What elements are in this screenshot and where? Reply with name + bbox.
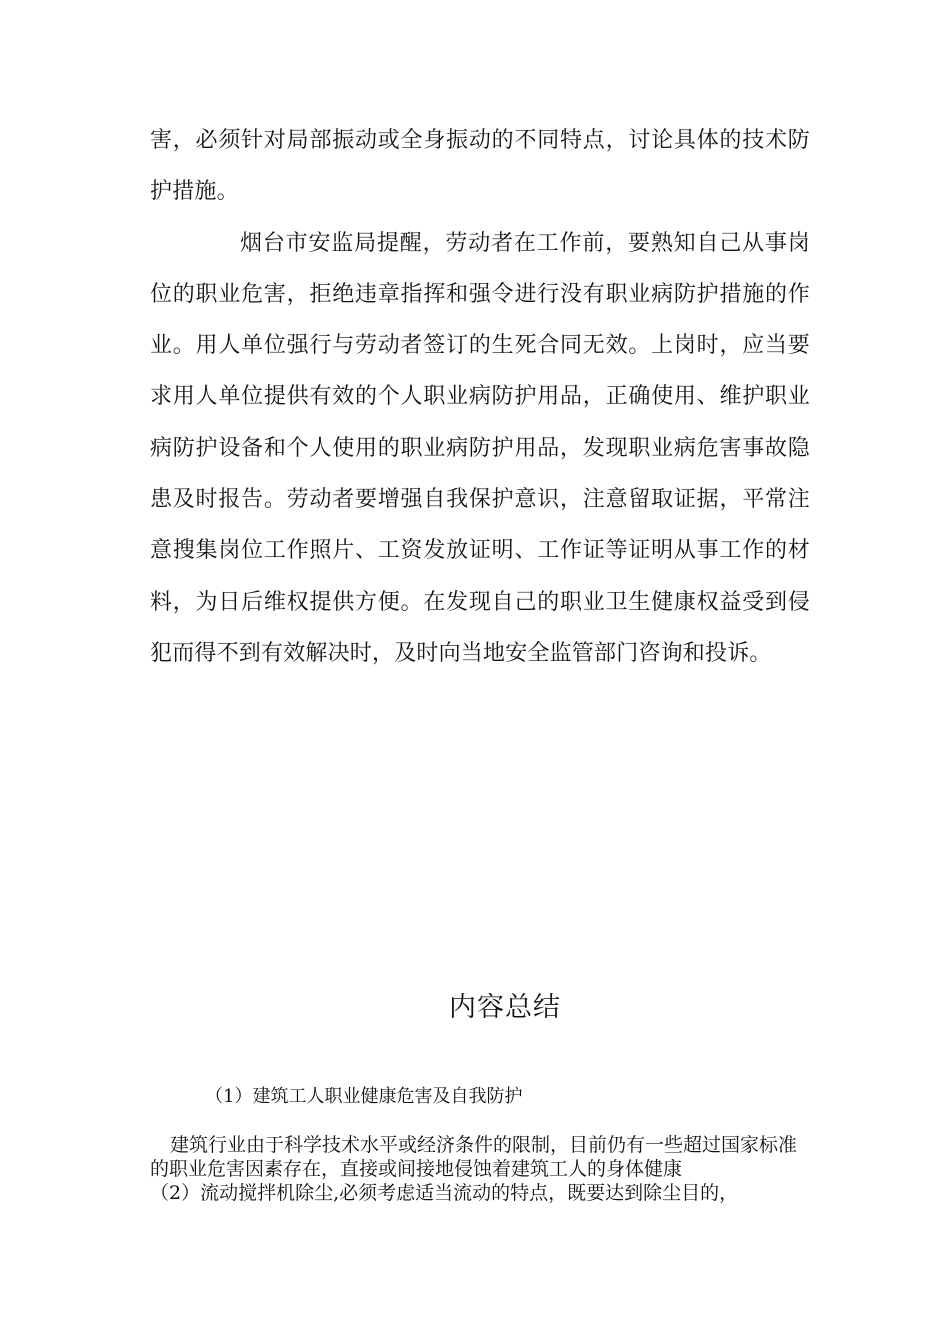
upper-body-text <box>150 115 810 679</box>
summary-body-line-2: （2）流动搅拌机除尘,必须考虑适当流动的特点，既要达到除尘目的， <box>150 1182 739 1204</box>
summary-item-1: （1）建筑工人职业健康危害及自我防护 <box>205 1086 523 1107</box>
summary-title: 内容总结 <box>449 992 561 1023</box>
summary-body <box>150 1133 810 1205</box>
paragraph-vibration-protection: 害，必须针对局部振动或全身振动的不同特点，讨论具体的技术防护措施。 <box>150 128 810 205</box>
paragraph-safety-reminder: 烟台市安监局提醒，劳动者在工作前，要熟知自己从事岗位的职业危害，拒绝违章指挥和强令进行没有职业病防护措施的作业。用人单位强行与劳动者签订的生死合同无效。上岗时，应当要求用人单位提供有效的个人职业病防护用品，正确使用、维护职业病防护设备和个人使用的职业病防护用品，发现职业病危害事故隐患及时报告。劳动者要增强自我保护意识，注意留取证据，平常注意搜集岗位工作照片、工资发放证明、工作证等证明从事工作的材料，为日后维权提供方便。在发现自己的职业卫生健康权益受到侵犯而得不到有效解决时，及时向当地安全监管部门咨询和投诉。 <box>150 230 810 666</box>
summary-body-line-1: 建筑行业由于科学技术水平或经济条件的限制，目前仍有一些超过国家标准的职业危害因素存在，直接或间接地侵蚀着建筑工人的身体健康 <box>150 1134 798 1180</box>
